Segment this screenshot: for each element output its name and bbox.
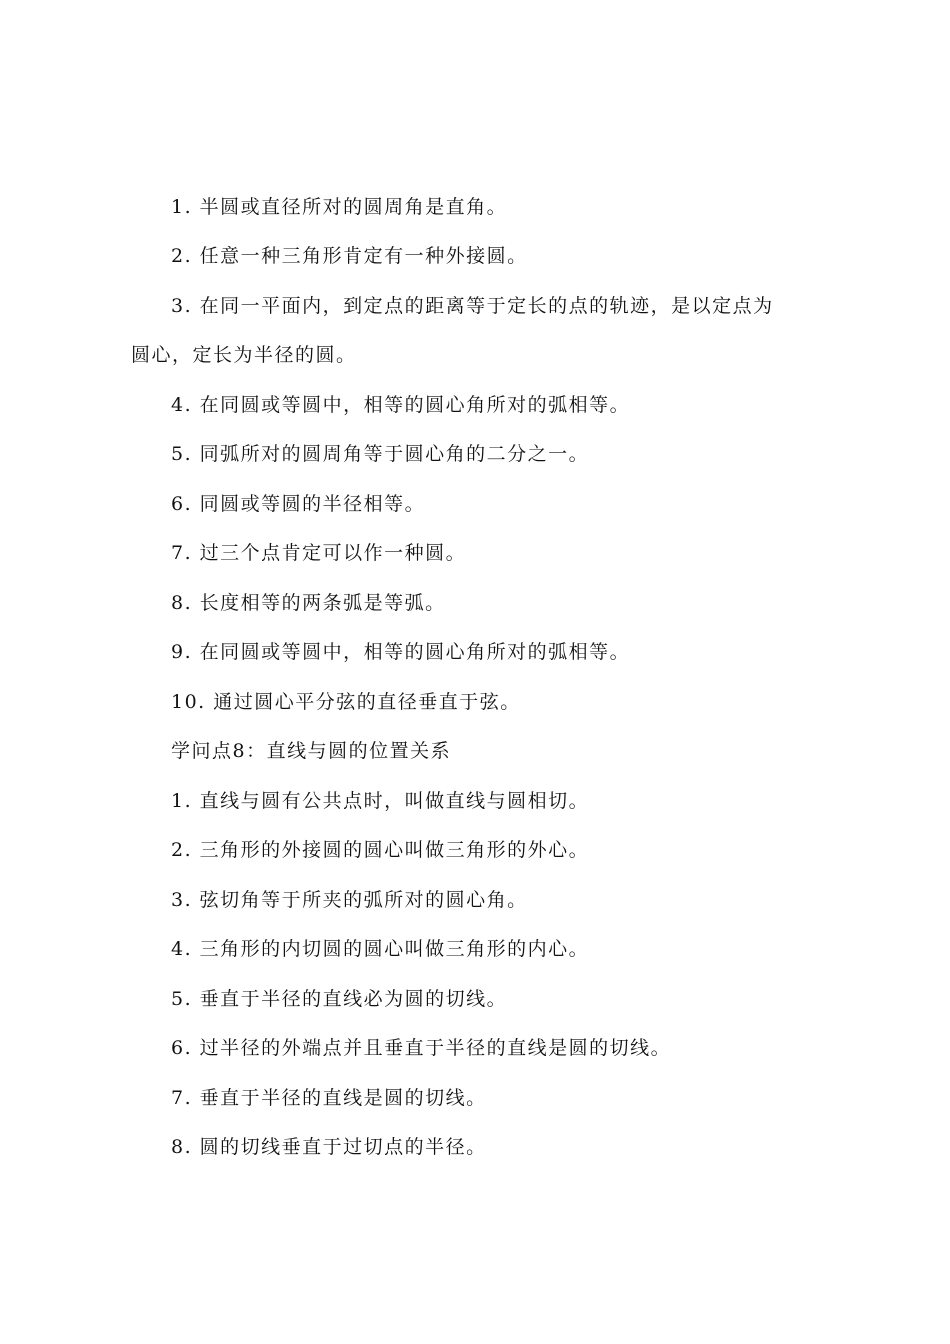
list-item: 5. 垂直于半径的直线必为圆的切线。	[171, 988, 508, 1010]
list-item: 1. 半圆或直径所对的圆周角是直角。	[171, 196, 508, 218]
list-item: 4. 三角形的内切圆的圆心叫做三角形的内心。	[171, 938, 590, 960]
list-item: 6. 同圆或等圆的半径相等。	[171, 493, 426, 515]
list-item: 5. 同弧所对的圆周角等于圆心角的二分之一。	[171, 443, 590, 465]
list-item: 10. 通过圆心平分弦的直径垂直于弦。	[171, 691, 521, 713]
list-item: 8. 长度相等的两条弧是等弧。	[171, 592, 446, 614]
list-item: 3. 弦切角等于所夹的弧所对的圆心角。	[171, 889, 528, 911]
list-item: 9. 在同圆或等圆中，相等的圆心角所对的弧相等。	[171, 641, 631, 663]
section-heading: 学问点8：直线与圆的位置关系	[171, 740, 452, 762]
list-item-continuation: 圆心，定长为半径的圆。	[131, 344, 357, 366]
list-item: 7. 过三个点肯定可以作一种圆。	[171, 542, 467, 564]
list-item: 2. 三角形的外接圆的圆心叫做三角形的外心。	[171, 839, 590, 861]
list-item: 2. 任意一种三角形肯定有一种外接圆。	[171, 245, 528, 267]
list-item: 3. 在同一平面内，到定点的距离等于定长的点的轨迹，是以定点为	[171, 295, 774, 317]
list-item: 4. 在同圆或等圆中，相等的圆心角所对的弧相等。	[171, 394, 631, 416]
list-item: 1. 直线与圆有公共点时，叫做直线与圆相切。	[171, 790, 590, 812]
list-item: 7. 垂直于半径的直线是圆的切线。	[171, 1087, 487, 1109]
list-item: 8. 圆的切线垂直于过切点的半径。	[171, 1136, 487, 1158]
list-item: 6. 过半径的外端点并且垂直于半径的直线是圆的切线。	[171, 1037, 672, 1059]
